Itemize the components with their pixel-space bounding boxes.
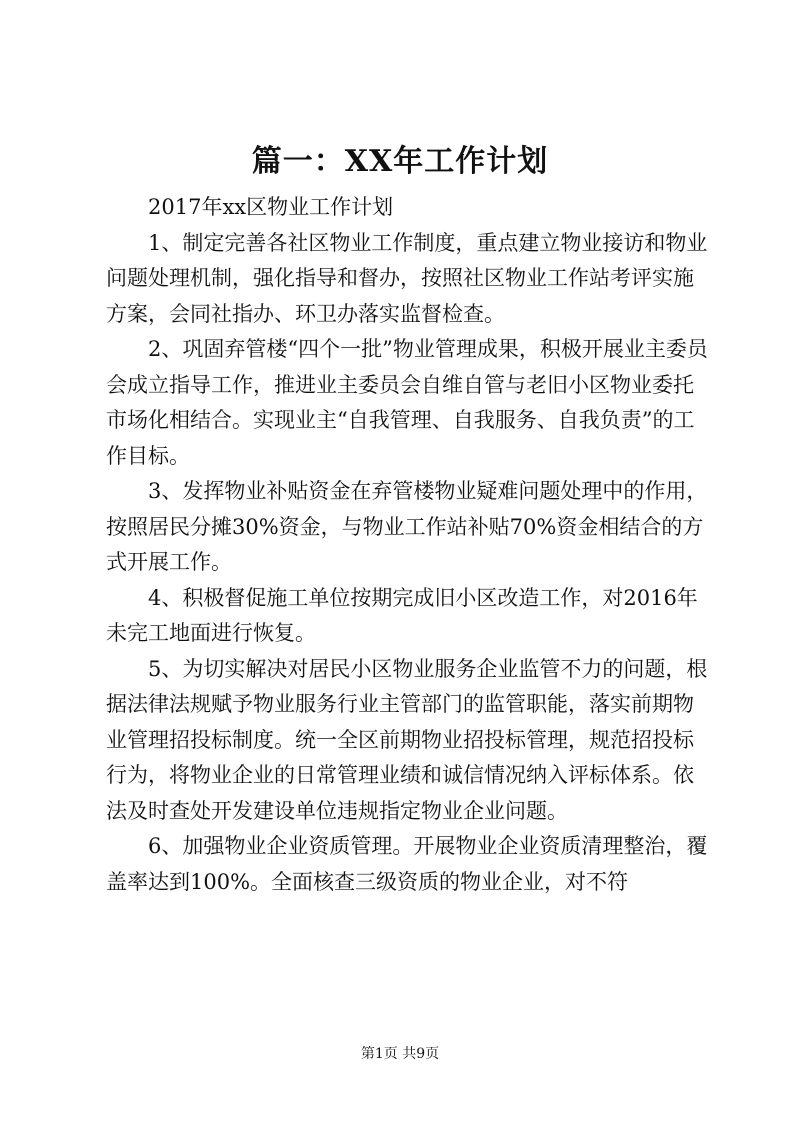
document-title: 篇一：XX年工作计划 [251,144,549,179]
paragraph-4: 4、积极督促施工单位按期完成旧小区改造工作，对2016年未完工地面进行恢复。 [106,585,698,645]
document-body [106,190,708,900]
document-subtitle: 2017年xx区物业工作计划 [148,195,394,219]
paragraph-1: 1、制定完善各社区物业工作制度，重点建立物业接访和物业问题处理机制，强化指导和督办，按照社区物业工作站考评实施方案，会同社指办、环卫办落实监督检查。 [106,230,708,326]
page-number-footer: 第1页 共9页 [360,1046,440,1062]
paragraph-2: 2、巩固弃管楼“四个一批”物业管理成果，积极开展业主委员会成立指导工作，推进业主委员会自维自管与老旧小区物业委托市场化相结合。实现业主“自我管理、自我服务、自我负责”的工作目标。 [106,337,708,468]
paragraph-6: 6、加强物业企业资质管理。开展物业企业资质清理整治，覆盖率达到100%。全面核查三级资质的物业企业，对不符 [106,834,708,894]
paragraph-3: 3、发挥物业补贴资金在弃管楼物业疑难问题处理中的作用，按照居民分摊30%资金，与物业工作站补贴70%资金相结合的方式开展工作。 [106,479,708,574]
paragraph-5: 5、为切实解决对居民小区物业服务企业监管不力的问题，根据法律法规赋予物业服务行业主管部门的监管职能，落实前期物业管理招投标制度。统一全区前期物业招投标管理，规范招投标行为，将物业企业的日常管理业绩和诚信情况纳入评标体系。依法及时查处开发建设单位违规指定物业企业问题。 [106,656,708,823]
